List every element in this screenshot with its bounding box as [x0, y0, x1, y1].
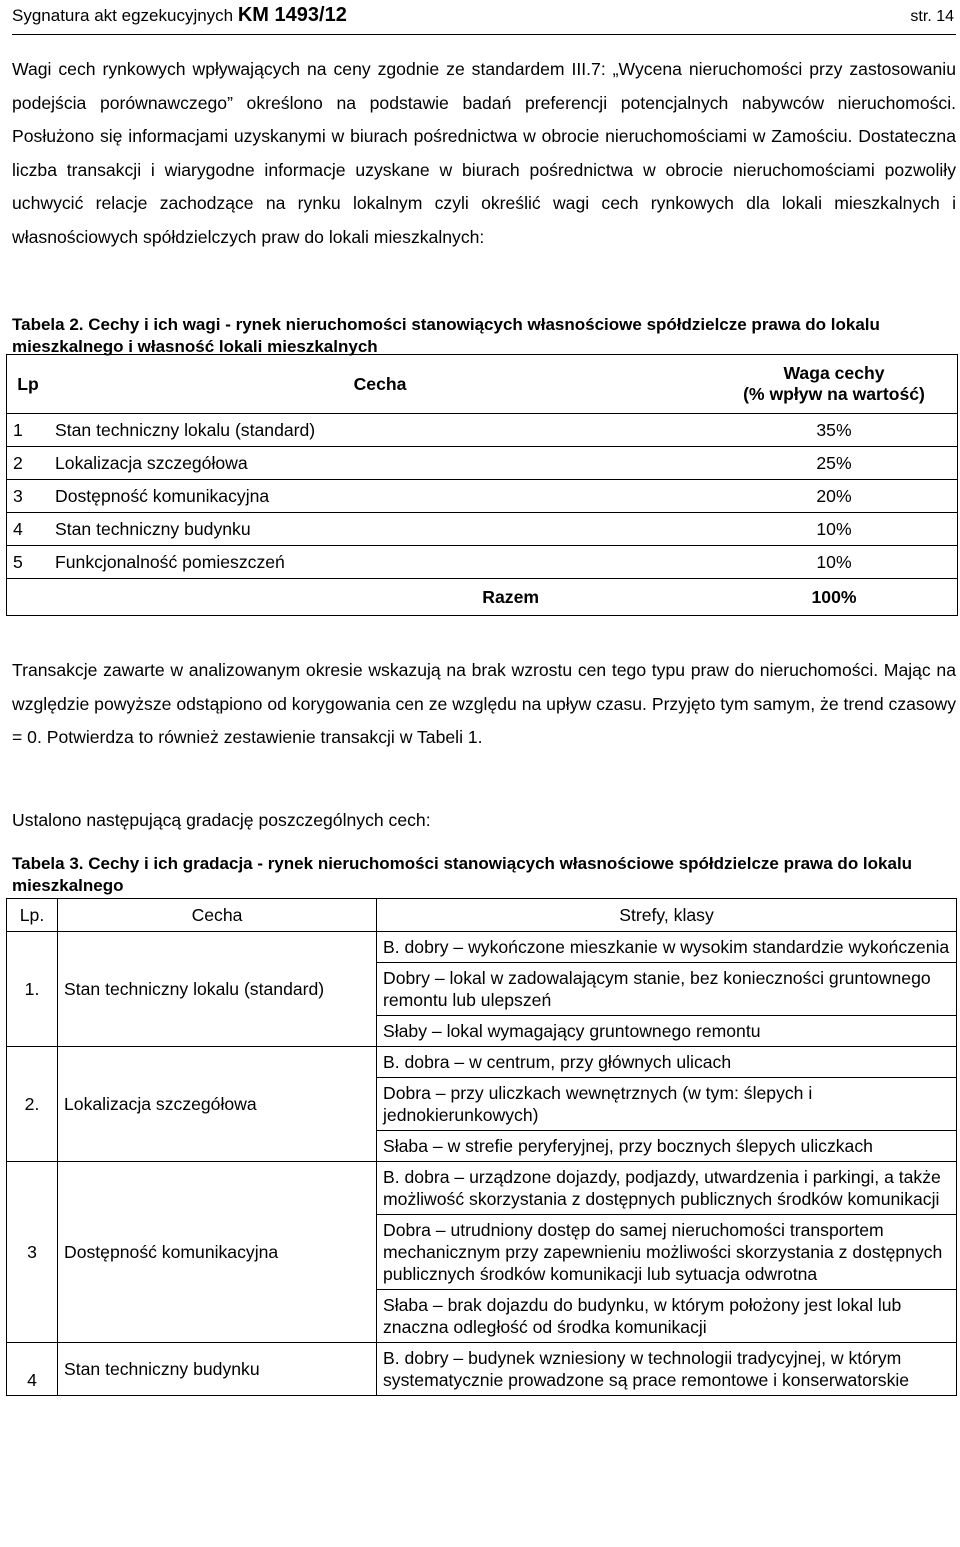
header-title-prefix: Sygnatura akt egzekucyjnych [12, 6, 234, 25]
row-feature: Funkcjonalność pomieszczeń [49, 546, 711, 579]
row-lp: 4 [7, 513, 50, 546]
class-cell: Słaba – w strefie peryferyjnej, przy bocznych ślepych uliczkach [377, 1131, 957, 1162]
row-lp: 1 [7, 414, 50, 447]
class-term: B. dobry [383, 1348, 449, 1368]
row-lp: 3 [7, 480, 50, 513]
class-term: Dobry [383, 968, 430, 988]
row-weight: 25% [711, 447, 958, 480]
row-lp: 1. [7, 932, 58, 1047]
class-term: Słaba [383, 1295, 428, 1315]
class-term: Dobra [383, 1083, 431, 1103]
class-term: Dobra [383, 1220, 431, 1240]
class-cell: Słaby – lokal wymagający gruntownego remontu [377, 1016, 957, 1047]
trend-paragraph: Transakcje zawarte w analizowanym okresie wskazują na brak wzrostu cen tego typu praw do nieruchomości. Mając na względzie powyższe odstąpiono od korygowania cen ze względu na upływ czasu. Przyjęto tym samym, że trend czasowy = 0. Potwierdza to również zestawienie transakcji w Tabeli 1. [12, 660, 956, 747]
class-desc: przy uliczkach wewnętrznych (w tym: ślepych i jednokierunkowych) [383, 1083, 813, 1125]
header-title [12, 4, 347, 27]
col-weight [711, 355, 958, 414]
col-lp: Lp [7, 355, 50, 414]
page-header [12, 2, 956, 35]
col-classes: Strefy, klasy [377, 899, 957, 932]
row-feature: Stan techniczny budynku [49, 513, 711, 546]
row-feature: Dostępność komunikacyjna [58, 1162, 377, 1343]
class-desc: urządzone dojazdy, podjazdy, utwardzenia i parkingi, a także możliwość skorzystania z dostępnych publicznych środków komunikacji [383, 1167, 941, 1209]
gradation-table [6, 898, 957, 1396]
col-lp: Lp. [7, 899, 58, 932]
col-feature: Cecha [58, 899, 377, 932]
class-desc: brak dojazdu do budynku, w którym położony jest lokal lub znaczna odległość od środka komunikacji [383, 1295, 902, 1337]
class-cell: B. dobra – urządzone dojazdy, podjazdy, utwardzenia i parkingi, a także możliwość skorzystania z dostępnych publicznych środków komunikacji [377, 1162, 957, 1215]
total-value: 100% [711, 579, 958, 616]
class-cell: B. dobra – w centrum, przy głównych ulicach [377, 1047, 957, 1078]
class-desc: wykończone mieszkanie w wysokim standardzie wykończenia [468, 937, 950, 957]
table-row [7, 1162, 957, 1215]
row-feature: Stan techniczny lokalu (standard) [49, 414, 711, 447]
total-label: Razem [7, 579, 712, 616]
class-cell: Dobry – lokal w zadowalającym stanie, bez konieczności gruntownego remontu lub ulepszeń [377, 963, 957, 1016]
row-feature: Lokalizacja szczegółowa [49, 447, 711, 480]
row-feature: Stan techniczny lokalu (standard) [58, 932, 377, 1047]
row-feature: Stan techniczny budynku [58, 1343, 377, 1396]
row-feature: Dostępność komunikacyjna [49, 480, 711, 513]
table2-caption: Tabela 2. Cechy i ich wagi - rynek nieruchomości stanowiących własnościowe spółdzielcze prawa do lokalu mieszkalnego i własność lokali mieszkalnych [12, 315, 880, 356]
table-row [7, 447, 958, 480]
weights-table [6, 354, 958, 616]
page-number: str. 14 [910, 8, 954, 25]
class-cell: Dobra – przy uliczkach wewnętrznych (w tym: ślepych i jednokierunkowych) [377, 1078, 957, 1131]
table3-caption: Tabela 3. Cechy i ich gradacja - rynek nieruchomości stanowiących własnościowe spółdzielcze prawa do lokalu mieszkalnego [12, 854, 913, 895]
table-row [7, 414, 958, 447]
class-cell: Dobra – utrudniony dostęp do samej nieruchomości transportem mechanicznym przy zapewnieniu możliwości skorzystania z dostępnych publicznych środków komunikacji lub sytuacja odwrotna [377, 1215, 957, 1290]
table-row [7, 513, 958, 546]
class-term: B. dobry [383, 937, 449, 957]
table-header-row [7, 899, 957, 932]
row-lp: 2. [7, 1047, 58, 1162]
class-cell: Słaba – brak dojazdu do budynku, w którym położony jest lokal lub znaczna odległość od środka komunikacji [377, 1290, 957, 1343]
gradation-intro: Ustalono następującą gradację poszczególnych cech: [12, 810, 431, 830]
class-term: B. dobra [383, 1052, 450, 1072]
class-term: Słaby [383, 1021, 428, 1041]
table-header-row [7, 355, 958, 414]
class-desc: w strefie peryferyjnej, przy bocznych ślepych uliczkach [447, 1136, 873, 1156]
class-desc: utrudniony dostęp do samej nieruchomości transportem mechanicznym przy zapewnieniu możliwości skorzystania z dostępnych publicznych środków komunikacji lub sytuacja odwrotna [383, 1220, 943, 1284]
row-weight: 20% [711, 480, 958, 513]
table-row [7, 546, 958, 579]
row-lp: 2 [7, 447, 50, 480]
total-row [7, 579, 958, 616]
class-term: B. dobra [383, 1167, 450, 1187]
table-row [7, 480, 958, 513]
class-desc: lokal w zadowalającym stanie, bez konieczności gruntownego remontu lub ulepszeń [383, 968, 931, 1010]
row-weight: 10% [711, 546, 958, 579]
col-feature: Cecha [49, 355, 711, 414]
row-weight: 10% [711, 513, 958, 546]
row-lp: 4 [7, 1343, 58, 1396]
row-feature: Lokalizacja szczegółowa [58, 1047, 377, 1162]
row-weight: 35% [711, 414, 958, 447]
row-lp: 5 [7, 546, 50, 579]
col-weight-line2: (% wpływ na wartość) [743, 384, 925, 404]
intro-paragraph: Wagi cech rynkowych wpływających na ceny zgodnie ze standardem III.7: „Wycena nieruchomości przy zastosowaniu podejścia porównawczego” określono na podstawie badań preferencji potencjalnych nabywców nieruchomości. Posłużono się informacjami uzyskanymi w biurach pośrednictwa w obrocie nieruchomościami w Zamościu. Dostateczna liczba transakcji i wiarygodne informacje uzyskane w biurach pośrednictwa w obrocie nieruchomościami pozwoliły uchwycić relacje zachodzące na rynku lokalnym czyli określić wagi cech rynkowych dla lokali mieszkalnych i własnościowych spółdzielczych praw do lokali mieszkalnych: [12, 59, 956, 247]
row-lp: 3 [7, 1162, 58, 1343]
class-desc: lokal wymagający gruntownego remontu [446, 1021, 761, 1041]
table-row [7, 932, 957, 963]
col-weight-line1: Waga cechy [783, 363, 885, 383]
table-row [7, 1047, 957, 1078]
class-desc: w centrum, przy głównych ulicach [469, 1052, 732, 1072]
case-number: KM 1493/12 [237, 4, 347, 26]
class-cell: B. dobry – wykończone mieszkanie w wysokim standardzie wykończenia [377, 932, 957, 963]
class-term: Słaba [383, 1136, 428, 1156]
class-desc: budynek wzniesiony w technologii tradycyjnej, w którym systematycznie prowadzone są prace remontowe i konserwatorskie [383, 1348, 910, 1390]
table-row [7, 1343, 957, 1396]
class-cell: B. dobry – budynek wzniesiony w technologii tradycyjnej, w którym systematycznie prowadzone są prace remontowe i konserwatorskie [377, 1343, 957, 1396]
